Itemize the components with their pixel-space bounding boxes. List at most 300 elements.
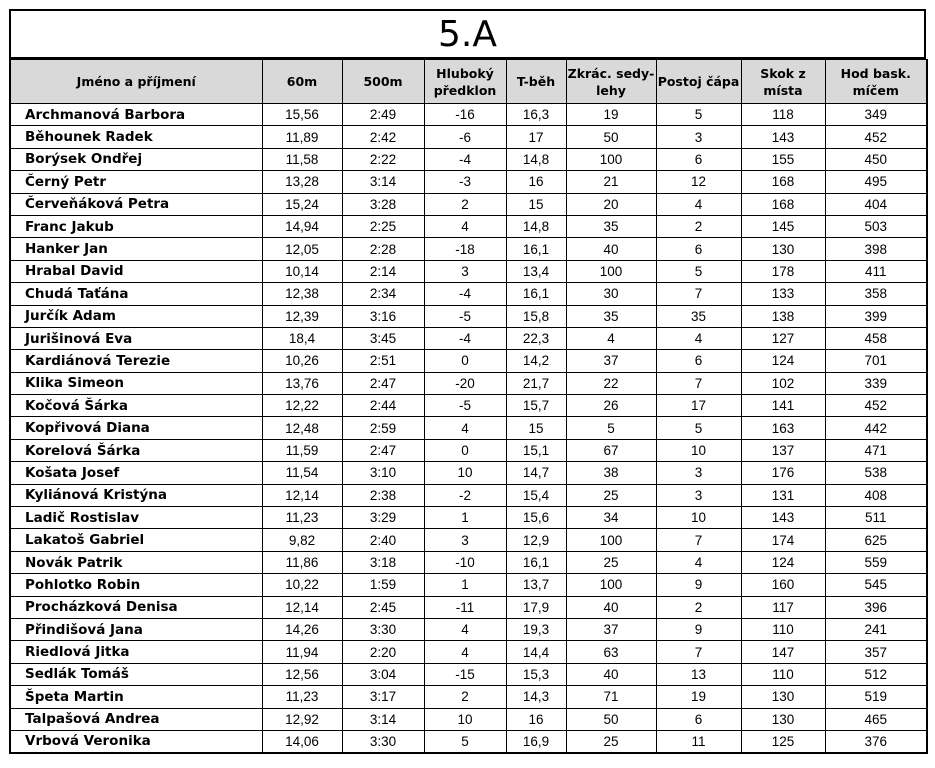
score-cell-standing-jump: 117	[741, 596, 825, 618]
score-cell-500m: 3:17	[342, 686, 424, 708]
header-row	[10, 60, 927, 104]
score-cell-500m: 2:20	[342, 641, 424, 663]
student-name-cell: Borýsek Ondřej	[10, 148, 262, 170]
table-row	[10, 417, 927, 439]
score-cell-standing-jump: 125	[741, 730, 825, 752]
score-cell-sit-ups: 50	[566, 708, 656, 730]
score-cell-500m: 3:45	[342, 327, 424, 349]
score-cell-500m: 3:30	[342, 618, 424, 640]
table-row	[10, 730, 927, 752]
score-cell-basketball-throw: 519	[825, 686, 927, 708]
student-name-cell: Červeňáková Petra	[10, 193, 262, 215]
score-cell-basketball-throw: 458	[825, 327, 927, 349]
score-cell-standing-jump: 176	[741, 462, 825, 484]
column-header-basketball-throw: Hod bask. míčem	[825, 60, 927, 104]
score-cell-t-run: 16	[506, 708, 566, 730]
score-cell-stork-stand: 19	[656, 686, 741, 708]
score-cell-500m: 3:28	[342, 193, 424, 215]
score-cell-basketball-throw: 404	[825, 193, 927, 215]
score-cell-500m: 2:44	[342, 395, 424, 417]
score-cell-60m: 15,56	[262, 104, 342, 126]
score-cell-basketball-throw: 625	[825, 529, 927, 551]
score-cell-500m: 2:47	[342, 372, 424, 394]
score-cell-basketball-throw: 450	[825, 148, 927, 170]
score-cell-standing-jump: 130	[741, 686, 825, 708]
score-cell-forward-bend: 10	[424, 462, 506, 484]
score-cell-basketball-throw: 376	[825, 730, 927, 752]
score-cell-500m: 2:51	[342, 350, 424, 372]
score-cell-t-run: 15,4	[506, 484, 566, 506]
score-cell-stork-stand: 7	[656, 283, 741, 305]
score-cell-standing-jump: 168	[741, 193, 825, 215]
score-cell-60m: 11,23	[262, 686, 342, 708]
score-cell-stork-stand: 10	[656, 439, 741, 461]
score-cell-t-run: 14,4	[506, 641, 566, 663]
score-cell-standing-jump: 131	[741, 484, 825, 506]
score-cell-standing-jump: 102	[741, 372, 825, 394]
score-cell-forward-bend: -4	[424, 283, 506, 305]
table-row	[10, 305, 927, 327]
score-cell-basketball-throw: 545	[825, 574, 927, 596]
table-row	[10, 104, 927, 126]
score-cell-sit-ups: 40	[566, 238, 656, 260]
score-cell-basketball-throw: 511	[825, 507, 927, 529]
score-cell-standing-jump: 130	[741, 708, 825, 730]
score-cell-60m: 12,22	[262, 395, 342, 417]
score-cell-500m: 1:59	[342, 574, 424, 596]
score-cell-60m: 14,26	[262, 618, 342, 640]
score-cell-standing-jump: 133	[741, 283, 825, 305]
score-cell-forward-bend: -4	[424, 327, 506, 349]
score-cell-stork-stand: 11	[656, 730, 741, 752]
score-cell-basketball-throw: 241	[825, 618, 927, 640]
score-cell-forward-bend: -3	[424, 171, 506, 193]
score-cell-forward-bend: -5	[424, 395, 506, 417]
score-cell-sit-ups: 21	[566, 171, 656, 193]
score-cell-stork-stand: 7	[656, 641, 741, 663]
score-cell-basketball-throw: 512	[825, 663, 927, 685]
score-cell-standing-jump: 124	[741, 350, 825, 372]
column-header-sit-ups: Zkrác. sedy-lehy	[566, 60, 656, 104]
score-cell-standing-jump: 147	[741, 641, 825, 663]
score-cell-stork-stand: 7	[656, 372, 741, 394]
score-cell-forward-bend: -11	[424, 596, 506, 618]
score-cell-standing-jump: 143	[741, 126, 825, 148]
score-cell-forward-bend: -16	[424, 104, 506, 126]
score-cell-standing-jump: 160	[741, 574, 825, 596]
score-cell-60m: 11,86	[262, 551, 342, 573]
student-name-cell: Korelová Šárka	[10, 439, 262, 461]
score-cell-basketball-throw: 465	[825, 708, 927, 730]
score-cell-forward-bend: -15	[424, 663, 506, 685]
score-cell-forward-bend: 4	[424, 618, 506, 640]
score-cell-sit-ups: 100	[566, 148, 656, 170]
score-cell-basketball-throw: 399	[825, 305, 927, 327]
table-row	[10, 238, 927, 260]
score-cell-t-run: 19,3	[506, 618, 566, 640]
table-row	[10, 574, 927, 596]
score-cell-t-run: 14,8	[506, 148, 566, 170]
score-cell-standing-jump: 174	[741, 529, 825, 551]
table-row	[10, 171, 927, 193]
score-cell-stork-stand: 3	[656, 126, 741, 148]
score-cell-60m: 12,14	[262, 484, 342, 506]
score-cell-60m: 10,14	[262, 260, 342, 282]
score-cell-sit-ups: 4	[566, 327, 656, 349]
student-name-cell: Kočová Šárka	[10, 395, 262, 417]
score-cell-t-run: 16,9	[506, 730, 566, 752]
score-cell-t-run: 17	[506, 126, 566, 148]
score-cell-forward-bend: -5	[424, 305, 506, 327]
score-cell-stork-stand: 12	[656, 171, 741, 193]
student-name-cell: Sedlák Tomáš	[10, 663, 262, 685]
score-cell-sit-ups: 5	[566, 417, 656, 439]
score-cell-60m: 12,39	[262, 305, 342, 327]
score-cell-sit-ups: 25	[566, 484, 656, 506]
score-cell-60m: 10,26	[262, 350, 342, 372]
score-cell-standing-jump: 138	[741, 305, 825, 327]
score-cell-sit-ups: 37	[566, 350, 656, 372]
score-cell-t-run: 15,3	[506, 663, 566, 685]
score-cell-60m: 9,82	[262, 529, 342, 551]
table-row	[10, 663, 927, 685]
student-name-cell: Špeta Martin	[10, 686, 262, 708]
score-cell-500m: 3:04	[342, 663, 424, 685]
score-cell-standing-jump: 127	[741, 327, 825, 349]
student-name-cell: Kardiánová Terezie	[10, 350, 262, 372]
score-cell-forward-bend: 10	[424, 708, 506, 730]
score-cell-stork-stand: 3	[656, 484, 741, 506]
score-cell-sit-ups: 35	[566, 305, 656, 327]
score-cell-t-run: 16,1	[506, 283, 566, 305]
student-name-cell: Vrbová Veronika	[10, 730, 262, 752]
score-cell-forward-bend: 0	[424, 439, 506, 461]
score-cell-500m: 2:34	[342, 283, 424, 305]
score-cell-t-run: 22,3	[506, 327, 566, 349]
score-cell-500m: 3:16	[342, 305, 424, 327]
score-cell-60m: 12,14	[262, 596, 342, 618]
score-cell-sit-ups: 22	[566, 372, 656, 394]
score-cell-stork-stand: 6	[656, 708, 741, 730]
score-cell-forward-bend: 0	[424, 350, 506, 372]
score-cell-t-run: 13,7	[506, 574, 566, 596]
score-cell-sit-ups: 19	[566, 104, 656, 126]
score-cell-forward-bend: 5	[424, 730, 506, 752]
score-cell-60m: 14,94	[262, 215, 342, 237]
table-row	[10, 529, 927, 551]
score-cell-stork-stand: 5	[656, 260, 741, 282]
score-cell-forward-bend: 4	[424, 417, 506, 439]
score-cell-500m: 3:14	[342, 171, 424, 193]
score-cell-standing-jump: 118	[741, 104, 825, 126]
score-cell-forward-bend: 2	[424, 686, 506, 708]
table-row	[10, 708, 927, 730]
score-cell-sit-ups: 30	[566, 283, 656, 305]
score-cell-stork-stand: 10	[656, 507, 741, 529]
score-cell-stork-stand: 13	[656, 663, 741, 685]
score-cell-forward-bend: 3	[424, 260, 506, 282]
score-cell-t-run: 14,3	[506, 686, 566, 708]
score-cell-basketball-throw: 503	[825, 215, 927, 237]
score-cell-60m: 12,05	[262, 238, 342, 260]
score-cell-forward-bend: 3	[424, 529, 506, 551]
score-cell-stork-stand: 9	[656, 618, 741, 640]
score-cell-60m: 18,4	[262, 327, 342, 349]
score-cell-forward-bend: 2	[424, 193, 506, 215]
score-cell-sit-ups: 63	[566, 641, 656, 663]
score-cell-stork-stand: 3	[656, 462, 741, 484]
score-cell-stork-stand: 4	[656, 327, 741, 349]
table-row	[10, 507, 927, 529]
score-cell-standing-jump: 110	[741, 618, 825, 640]
score-cell-t-run: 14,2	[506, 350, 566, 372]
score-cell-t-run: 15,8	[506, 305, 566, 327]
column-header-60m: 60m	[262, 60, 342, 104]
score-cell-60m: 11,59	[262, 439, 342, 461]
column-header-500m: 500m	[342, 60, 424, 104]
score-cell-standing-jump: 137	[741, 439, 825, 461]
score-cell-standing-jump: 163	[741, 417, 825, 439]
table-row	[10, 686, 927, 708]
score-cell-t-run: 13,4	[506, 260, 566, 282]
score-cell-60m: 11,23	[262, 507, 342, 529]
student-name-cell: Kyliánová Kristýna	[10, 484, 262, 506]
score-cell-stork-stand: 5	[656, 417, 741, 439]
score-cell-t-run: 21,7	[506, 372, 566, 394]
table-row	[10, 193, 927, 215]
table-row	[10, 126, 927, 148]
score-cell-forward-bend: 4	[424, 215, 506, 237]
score-cell-stork-stand: 35	[656, 305, 741, 327]
score-cell-500m: 3:10	[342, 462, 424, 484]
student-name-cell: Talpašová Andrea	[10, 708, 262, 730]
score-cell-stork-stand: 4	[656, 193, 741, 215]
student-name-cell: Jurčík Adam	[10, 305, 262, 327]
score-cell-60m: 12,48	[262, 417, 342, 439]
student-name-cell: Franc Jakub	[10, 215, 262, 237]
table-row	[10, 439, 927, 461]
score-cell-stork-stand: 6	[656, 148, 741, 170]
score-cell-basketball-throw: 339	[825, 372, 927, 394]
score-cell-500m: 2:28	[342, 238, 424, 260]
table-row	[10, 283, 927, 305]
score-cell-500m: 2:47	[342, 439, 424, 461]
score-cell-basketball-throw: 357	[825, 641, 927, 663]
score-cell-basketball-throw: 396	[825, 596, 927, 618]
score-cell-standing-jump: 155	[741, 148, 825, 170]
score-cell-t-run: 16,3	[506, 104, 566, 126]
score-cell-60m: 15,24	[262, 193, 342, 215]
score-cell-stork-stand: 2	[656, 596, 741, 618]
score-cell-60m: 11,94	[262, 641, 342, 663]
score-cell-sit-ups: 40	[566, 596, 656, 618]
score-cell-500m: 3:14	[342, 708, 424, 730]
score-cell-60m: 12,92	[262, 708, 342, 730]
score-cell-500m: 2:42	[342, 126, 424, 148]
score-cell-t-run: 15	[506, 193, 566, 215]
score-cell-basketball-throw: 452	[825, 126, 927, 148]
student-name-cell: Klika Simeon	[10, 372, 262, 394]
score-cell-500m: 2:38	[342, 484, 424, 506]
score-cell-standing-jump: 124	[741, 551, 825, 573]
score-cell-basketball-throw: 398	[825, 238, 927, 260]
score-cell-60m: 13,28	[262, 171, 342, 193]
score-cell-stork-stand: 4	[656, 551, 741, 573]
student-name-cell: Procházková Denisa	[10, 596, 262, 618]
student-name-cell: Chudá Taťána	[10, 283, 262, 305]
score-cell-standing-jump: 143	[741, 507, 825, 529]
score-cell-forward-bend: -20	[424, 372, 506, 394]
score-cell-t-run: 15,1	[506, 439, 566, 461]
score-cell-60m: 13,76	[262, 372, 342, 394]
table-row	[10, 350, 927, 372]
score-cell-500m: 3:29	[342, 507, 424, 529]
score-cell-60m: 11,58	[262, 148, 342, 170]
score-cell-sit-ups: 26	[566, 395, 656, 417]
student-name-cell: Košata Josef	[10, 462, 262, 484]
score-cell-standing-jump: 168	[741, 171, 825, 193]
table-row	[10, 596, 927, 618]
student-name-cell: Jurišinová Eva	[10, 327, 262, 349]
score-cell-sit-ups: 67	[566, 439, 656, 461]
student-name-cell: Ladič Rostislav	[10, 507, 262, 529]
score-cell-60m: 14,06	[262, 730, 342, 752]
table-row	[10, 395, 927, 417]
score-cell-sit-ups: 50	[566, 126, 656, 148]
score-cell-forward-bend: -6	[424, 126, 506, 148]
score-cell-stork-stand: 17	[656, 395, 741, 417]
score-cell-60m: 12,38	[262, 283, 342, 305]
score-cell-sit-ups: 40	[566, 663, 656, 685]
score-cell-standing-jump: 145	[741, 215, 825, 237]
score-cell-basketball-throw: 408	[825, 484, 927, 506]
table-row	[10, 215, 927, 237]
score-cell-standing-jump: 178	[741, 260, 825, 282]
score-cell-forward-bend: 4	[424, 641, 506, 663]
score-cell-stork-stand: 7	[656, 529, 741, 551]
score-cell-60m: 11,54	[262, 462, 342, 484]
score-cell-forward-bend: -18	[424, 238, 506, 260]
score-cell-t-run: 16,1	[506, 551, 566, 573]
score-cell-500m: 2:49	[342, 104, 424, 126]
score-cell-forward-bend: -10	[424, 551, 506, 573]
score-cell-standing-jump: 141	[741, 395, 825, 417]
student-name-cell: Novák Patrik	[10, 551, 262, 573]
score-cell-sit-ups: 25	[566, 730, 656, 752]
score-cell-standing-jump: 110	[741, 663, 825, 685]
student-name-cell: Černý Petr	[10, 171, 262, 193]
score-cell-sit-ups: 100	[566, 574, 656, 596]
class-title: 5.A	[9, 9, 926, 59]
column-header-stork-stand: Postoj čápa	[656, 60, 741, 104]
score-cell-sit-ups: 38	[566, 462, 656, 484]
score-cell-500m: 2:25	[342, 215, 424, 237]
score-cell-sit-ups: 35	[566, 215, 656, 237]
score-cell-basketball-throw: 358	[825, 283, 927, 305]
table-row	[10, 327, 927, 349]
score-cell-sit-ups: 71	[566, 686, 656, 708]
score-cell-basketball-throw: 538	[825, 462, 927, 484]
score-cell-standing-jump: 130	[741, 238, 825, 260]
score-cell-t-run: 16,1	[506, 238, 566, 260]
score-cell-t-run: 14,8	[506, 215, 566, 237]
score-cell-sit-ups: 25	[566, 551, 656, 573]
score-cell-basketball-throw: 471	[825, 439, 927, 461]
score-cell-basketball-throw: 411	[825, 260, 927, 282]
score-cell-stork-stand: 5	[656, 104, 741, 126]
score-cell-t-run: 16	[506, 171, 566, 193]
table-row	[10, 372, 927, 394]
score-cell-500m: 3:30	[342, 730, 424, 752]
table-row	[10, 148, 927, 170]
score-cell-stork-stand: 9	[656, 574, 741, 596]
score-cell-t-run: 17,9	[506, 596, 566, 618]
score-cell-500m: 2:22	[342, 148, 424, 170]
score-cell-stork-stand: 6	[656, 238, 741, 260]
student-name-cell: Riedlová Jitka	[10, 641, 262, 663]
score-cell-basketball-throw: 442	[825, 417, 927, 439]
score-cell-stork-stand: 6	[656, 350, 741, 372]
score-cell-60m: 11,89	[262, 126, 342, 148]
column-header-forward-bend: Hluboký předklon	[424, 60, 506, 104]
table-row	[10, 618, 927, 640]
score-cell-basketball-throw: 349	[825, 104, 927, 126]
student-name-cell: Přindišová Jana	[10, 618, 262, 640]
column-header-t-run: T-běh	[506, 60, 566, 104]
score-cell-500m: 2:59	[342, 417, 424, 439]
score-cell-t-run: 12,9	[506, 529, 566, 551]
table-body	[10, 104, 927, 753]
score-cell-forward-bend: -2	[424, 484, 506, 506]
score-cell-500m: 2:45	[342, 596, 424, 618]
score-cell-sit-ups: 100	[566, 260, 656, 282]
score-cell-sit-ups: 20	[566, 193, 656, 215]
score-cell-t-run: 15,7	[506, 395, 566, 417]
score-cell-forward-bend: 1	[424, 507, 506, 529]
score-cell-500m: 2:40	[342, 529, 424, 551]
score-cell-forward-bend: 1	[424, 574, 506, 596]
score-cell-t-run: 15	[506, 417, 566, 439]
score-cell-sit-ups: 34	[566, 507, 656, 529]
score-cell-500m: 3:18	[342, 551, 424, 573]
score-cell-60m: 10,22	[262, 574, 342, 596]
score-cell-t-run: 15,6	[506, 507, 566, 529]
table-row	[10, 641, 927, 663]
student-name-cell: Běhounek Radek	[10, 126, 262, 148]
student-name-cell: Hrabal David	[10, 260, 262, 282]
column-header-standing-jump: Skok z místa	[741, 60, 825, 104]
column-header-name: Jméno a příjmení	[10, 60, 262, 104]
score-cell-60m: 12,56	[262, 663, 342, 685]
score-cell-500m: 2:14	[342, 260, 424, 282]
results-sheet	[9, 9, 926, 754]
student-name-cell: Lakatoš Gabriel	[10, 529, 262, 551]
table-row	[10, 462, 927, 484]
score-cell-stork-stand: 2	[656, 215, 741, 237]
score-cell-sit-ups: 100	[566, 529, 656, 551]
score-cell-basketball-throw: 701	[825, 350, 927, 372]
score-cell-basketball-throw: 495	[825, 171, 927, 193]
score-cell-t-run: 14,7	[506, 462, 566, 484]
results-table	[9, 59, 928, 754]
table-row	[10, 551, 927, 573]
score-cell-forward-bend: -4	[424, 148, 506, 170]
student-name-cell: Kopřivová Diana	[10, 417, 262, 439]
score-cell-basketball-throw: 559	[825, 551, 927, 573]
student-name-cell: Hanker Jan	[10, 238, 262, 260]
student-name-cell: Archmanová Barbora	[10, 104, 262, 126]
table-row	[10, 484, 927, 506]
